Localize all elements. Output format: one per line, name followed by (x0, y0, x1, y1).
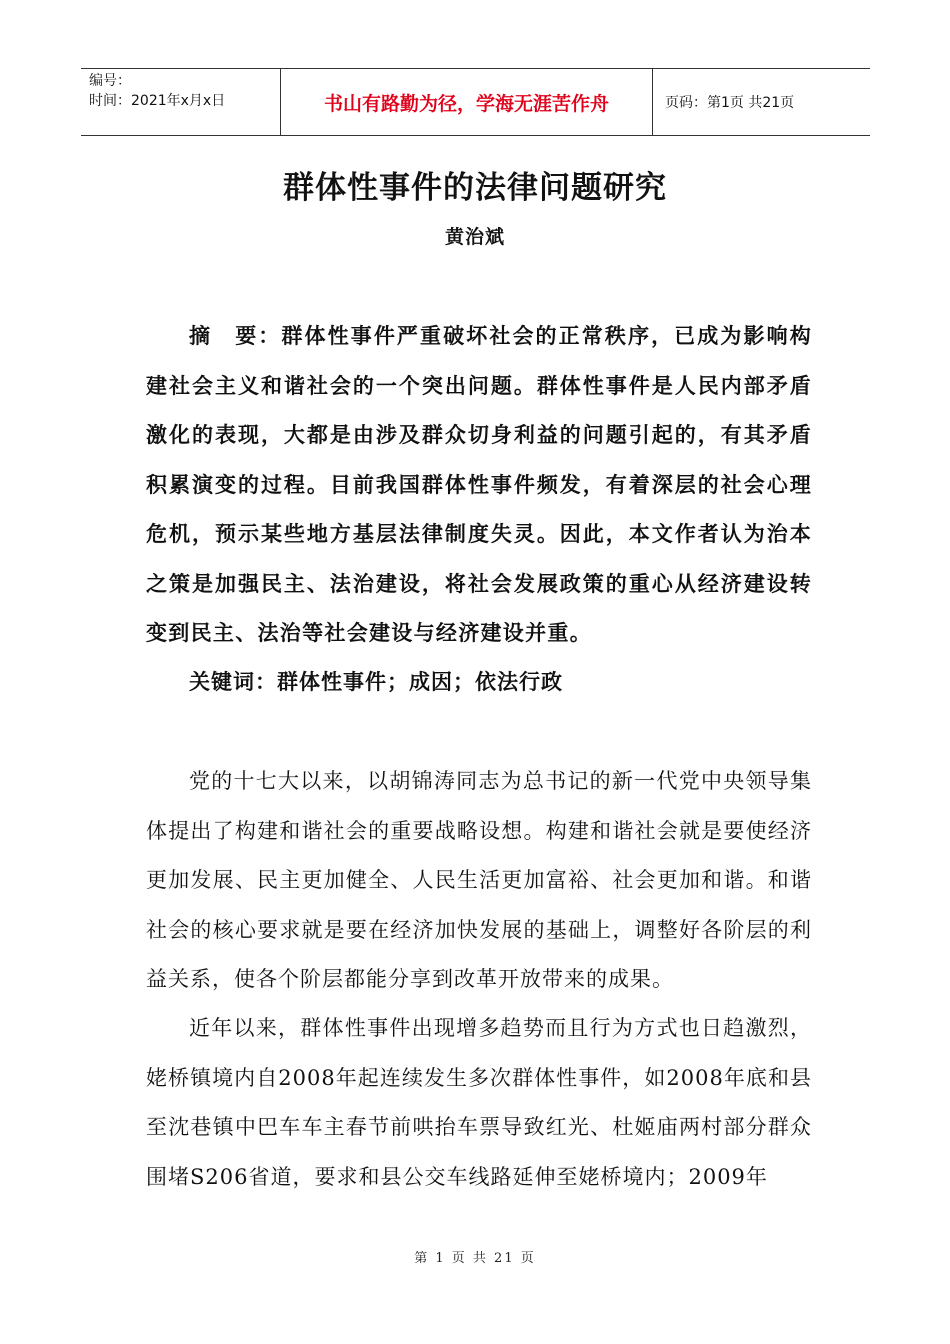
header-page-cell (653, 69, 870, 135)
header-page-info: 页码：第1页 共21页 (665, 95, 795, 111)
abstract-paragraph: 摘 要：群体性事件严重破坏社会的正常秩序，已成为影响构建社会主义和谐社会的一个突出问题。群体性事件是人民内部矛盾激化的表现，大都是由涉及群众切身利益的问题引起的，有其矛盾积累演变的过程。目前我国群体性事件频发，有着深层的社会心理危机，预示某些地方基层法律制度失灵。因此，本文作者认为治本之策是加强民主、法治建设，将社会发展政策的重心从经济建设转变到民主、法治等社会建设与经济建设并重。 (146, 324, 812, 645)
header-meta-cell (81, 69, 281, 135)
header-motto: 书山有路勤为径，学海无涯苦作舟 (323, 92, 609, 115)
body-paragraph: 近年以来，群体性事件出现增多趋势而且行为方式也日趋激烈，姥桥镇境内自2008年起连续发生多次群体性事件，如2008年底和县至沈巷镇中巴车车主春节前哄抬车票导致红光、杜姬庙两村部分群众围堵S206省道，要求和县公交车线路延伸至姥桥境内；2009年 (146, 1016, 812, 1189)
keywords-line: 关键词：群体性事件；成因；依法行政 (189, 670, 563, 694)
document-author: 黄治斌 (444, 226, 505, 248)
body-paragraph: 党的十七大以来，以胡锦涛同志为总书记的新一代党中央领导集体提出了构建和谐社会的重要战略设想。构建和谐社会就是要使经济更加发展、民主更加健全、人民生活更加富裕、社会更加和谐。和谐社会的核心要求就是要在经济加快发展的基础上，调整好各阶层的利益关系，使各个阶层都能分享到改革开放带来的成果。 (146, 769, 812, 991)
date-label: 时间：2021年x月x日 (89, 93, 226, 109)
page-footer: 第 1 页 共 21 页 (414, 1251, 536, 1266)
header-motto-cell (281, 69, 653, 135)
document-header (81, 68, 870, 136)
serial-number-label: 编号： (89, 73, 131, 89)
document-title: 群体性事件的法律问题研究 (283, 170, 667, 206)
